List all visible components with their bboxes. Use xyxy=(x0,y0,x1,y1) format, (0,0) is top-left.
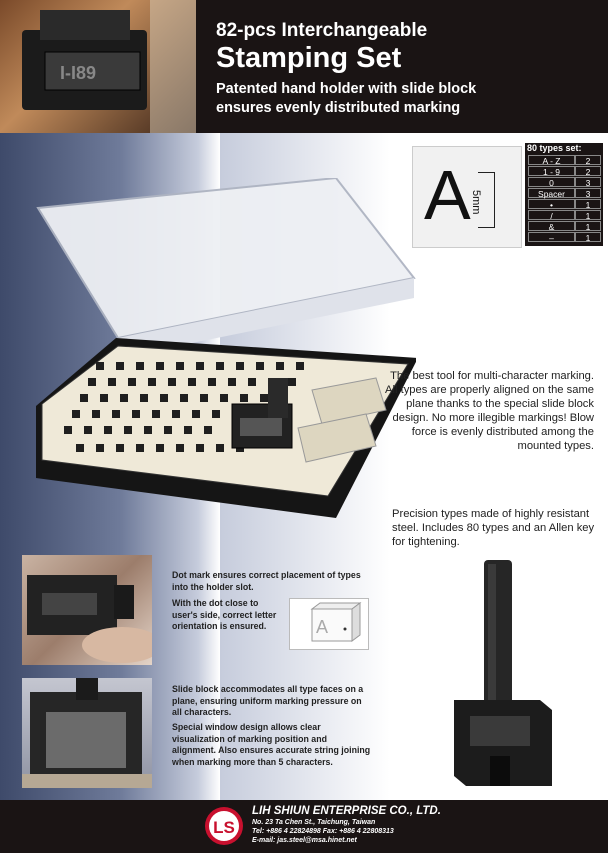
subtitle: Patented hand holder with slide block ensures evenly distributed marking xyxy=(216,81,477,116)
type-qty-cell: 2 xyxy=(575,166,601,176)
type-cube-icon xyxy=(290,599,368,649)
types-table-row xyxy=(528,199,601,209)
type-qty-cell: 1 xyxy=(575,210,601,220)
types-table-row xyxy=(528,166,601,176)
dot-mark-note: Dot mark ensures correct placement of types into the holder slot. xyxy=(172,570,361,592)
types-table-row xyxy=(528,188,601,198)
type-name-cell: A - Z xyxy=(528,155,575,165)
type-qty-cell: 2 xyxy=(575,155,601,165)
title-line-2: Stamping Set xyxy=(216,42,402,74)
description-materials: Precision types made of highly resistant steel. Includes 80 types and an Allen key for tightening. xyxy=(392,508,595,548)
svg-text:I-I89: I-I89 xyxy=(60,63,97,83)
sample-letter: A xyxy=(424,156,471,234)
type-name-cell: & xyxy=(528,221,575,231)
stamping-case-image xyxy=(36,178,416,518)
type-name-cell: 0 xyxy=(528,177,575,187)
types-table-title: 80 types set: xyxy=(527,143,582,153)
type-qty-cell: 1 xyxy=(575,232,601,242)
orientation-note: With the dot close to user's side, correct letter orientation is ensured. xyxy=(172,598,277,631)
type-qty-cell: 1 xyxy=(575,199,601,209)
type-qty-cell: 1 xyxy=(575,221,601,231)
type-name-cell: • xyxy=(528,199,575,209)
holder-closeup-image xyxy=(0,0,196,133)
type-name-cell: Spacer xyxy=(528,188,575,198)
title-line-1: 82-pcs Interchangeable xyxy=(216,20,428,41)
logo-text: LS xyxy=(213,818,235,837)
company-address: No. 23 Ta Chen St., Taichung, Taiwan xyxy=(252,819,376,826)
holder-tool-image xyxy=(440,560,560,790)
hero-photo xyxy=(0,0,196,133)
dot-orientation-diagram xyxy=(289,598,369,650)
company-email: E-mail: jas.steel@msa.hinet.net xyxy=(252,837,357,844)
company-phone: Tel: +886 4 22824898 Fax: +886 4 22808313 xyxy=(252,828,394,835)
svg-text:A: A xyxy=(316,617,329,637)
types-table-row xyxy=(528,210,601,220)
types-table-row xyxy=(528,177,601,187)
sample-size-label: 5mm xyxy=(470,190,482,215)
company-logo xyxy=(204,806,244,846)
hand-holding-type-image xyxy=(22,555,152,665)
type-name-cell: / xyxy=(528,210,575,220)
holder-window-image xyxy=(22,678,152,788)
company-name: LIH SHIUN ENTERPRISE CO., LTD. xyxy=(252,805,441,817)
slide-block-photo xyxy=(22,678,152,788)
types-table-row xyxy=(528,232,601,242)
dot-placement-photo xyxy=(22,555,152,665)
types-table-row xyxy=(528,155,601,165)
window-design-note: Special window design allows clear visualization of marking position and alignment. Also ensures accurate string joining when marking more than 5 characters. xyxy=(172,722,371,767)
type-qty-cell: 3 xyxy=(575,177,601,187)
types-table-row xyxy=(528,221,601,231)
type-name-cell: 1 - 9 xyxy=(528,166,575,176)
type-name-cell: – xyxy=(528,232,575,242)
type-qty-cell: 3 xyxy=(575,188,601,198)
description-main: The best tool for multi-character marking. All types are properly aligned on the same plane thanks to the special slide block design. No more illegible markings! Blow force is evenly distributed among the mounted types. xyxy=(385,370,594,452)
slide-block-note: Slide block accommodates all type faces on a plane, ensuring uniform marking pressure on all characters. xyxy=(172,684,364,717)
